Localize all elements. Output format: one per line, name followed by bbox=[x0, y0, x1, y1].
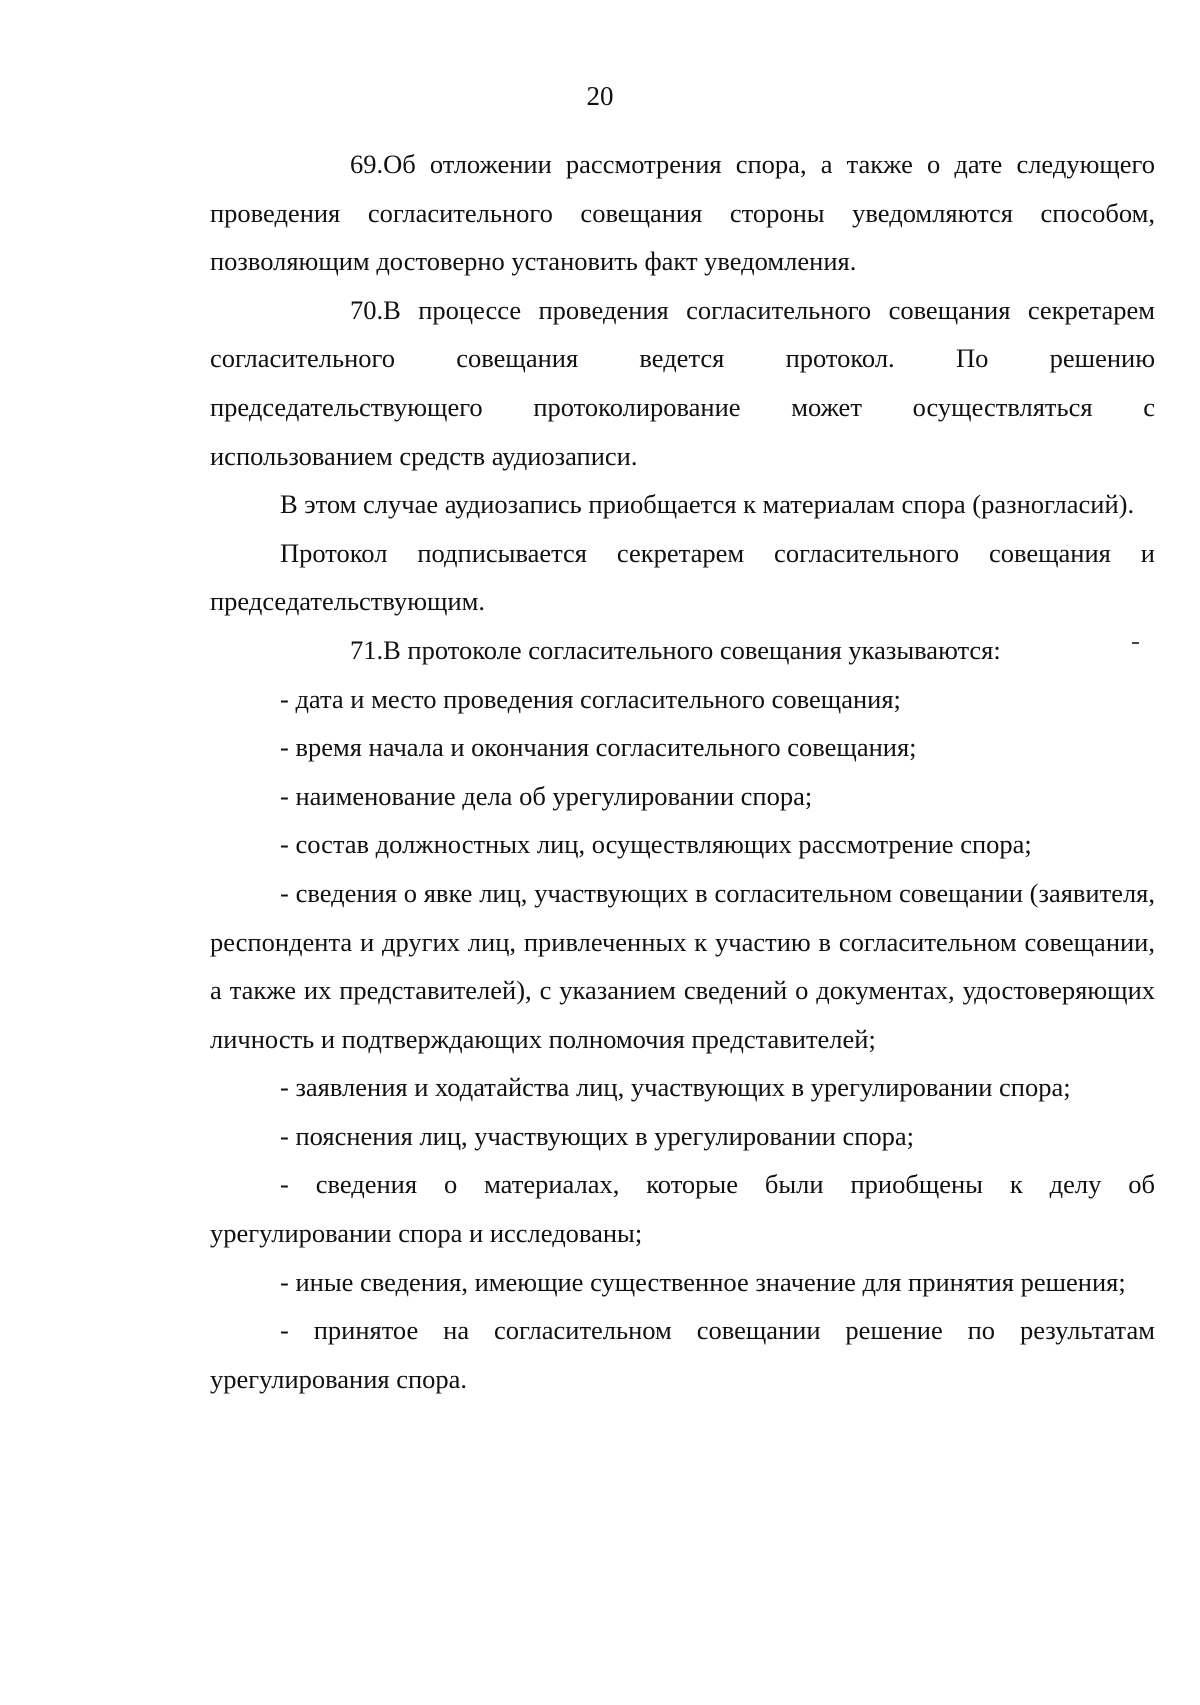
paragraph-text: Об отложении рассмотрения спора, а также о дате следующего проведения согласительного совещания стороны уведомляются способом, позволяющим достоверно установить факт уведомления. bbox=[210, 149, 1155, 277]
scan-mark bbox=[1132, 642, 1139, 644]
paragraph-71 bbox=[210, 626, 1155, 675]
paragraph-text: В протоколе согласительного совещания указываются: bbox=[383, 634, 1001, 665]
list-item: - пояснения лиц, участвующих в урегулировании спора; bbox=[280, 1120, 915, 1151]
document-body bbox=[210, 140, 1155, 1403]
item-number: 69. bbox=[350, 149, 384, 179]
list-item: - принятое на согласительном совещании решение по результатам урегулирования спора. bbox=[210, 1315, 1155, 1394]
paragraph-69 bbox=[210, 140, 1155, 286]
list-item: - иные сведения, имеющие существенное значение для принятия решения; bbox=[280, 1266, 1126, 1297]
paragraph-70 bbox=[210, 286, 1155, 480]
paragraph-text: В процессе проведения согласительного совещания секретарем согласительного совещания ведется протокол. По решению председательствующего протоколирование может осуществляться с использованием средств аудиозаписи. bbox=[210, 294, 1155, 471]
list-item: - сведения о материалах, которые были приобщены к делу об урегулировании спора и исследованы; bbox=[210, 1169, 1155, 1249]
item-number: 71. bbox=[350, 634, 384, 665]
list-item: - сведения о явке лиц, участвующих в согласительном совещании (заявителя, респондента и других лиц, привлеченных к участию в согласительном совещании, а также их представителей), с указанием сведений о документах, удостоверяющих личность и подтверждающих полномочия представителей; bbox=[210, 877, 1155, 1054]
list-item: - заявления и ходатайства лиц, участвующих в урегулировании спора; bbox=[280, 1072, 1071, 1103]
list-item: - состав должностных лиц, осуществляющих рассмотрение спора; bbox=[280, 829, 1032, 860]
list-item: - наименование дела об урегулировании спора; bbox=[280, 780, 813, 811]
list-item: - время начала и окончания согласительного совещания; bbox=[280, 732, 917, 763]
list-item: - дата и место проведения согласительного совещания; bbox=[280, 683, 901, 714]
item-number: 70. bbox=[350, 294, 384, 325]
paragraph-protocol-signature: Протокол подписывается секретарем согласительного совещания и председательствующим. bbox=[210, 537, 1155, 617]
page-number: 20 bbox=[586, 81, 614, 111]
paragraph-audio-record: В этом случае аудиозапись приобщается к материалам спора (разногласий). bbox=[280, 489, 1135, 520]
